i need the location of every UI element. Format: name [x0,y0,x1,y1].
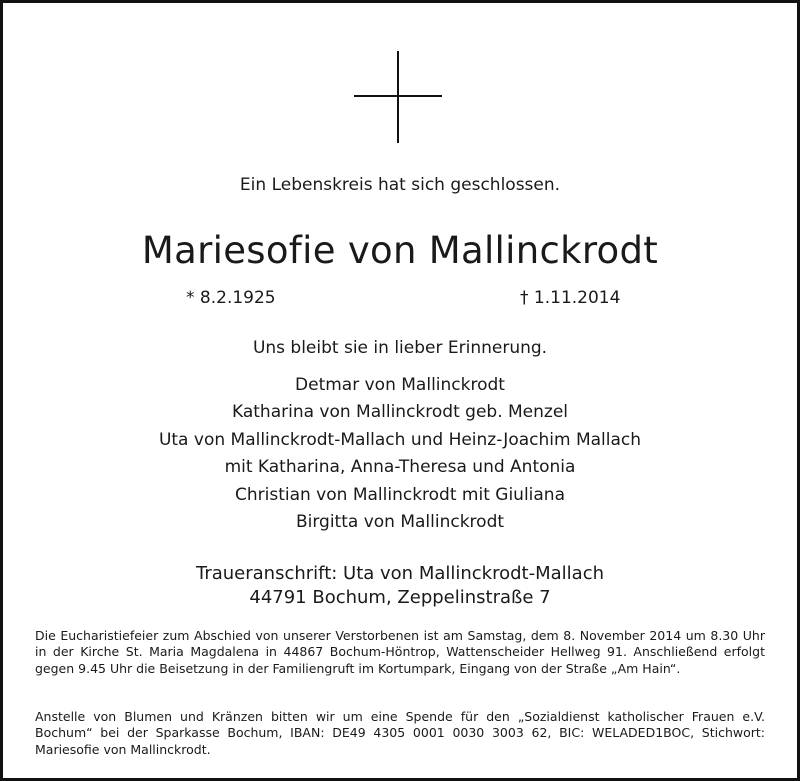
donation-request: Anstelle von Blumen und Kränzen bitten wir um eine Spende für den „Sozialdienst katholischer Frauen e.V. Bochum“ bei der Sparkasse Bochum, IBAN: DE49 4305 0001 0030 3003 62, BIC: WELADED1BOC, Stichwort: Mariesofie von Mallinckrodt. [35,709,765,757]
death-date: † 1.11.2014 [520,288,621,308]
mourner: Uta von Mallinckrodt-Mallach und Heinz-Joachim Mallach [158,429,642,450]
mourner: Christian von Mallinckrodt mit Giuliana [234,484,565,505]
mourning-address-line1: Traueranschrift: Uta von Mallinckrodt-Mallach [195,563,604,584]
mourner: Katharina von Mallinckrodt geb. Menzel [231,402,569,423]
mourner: Detmar von Mallinckrodt [295,375,505,395]
service-details: Die Eucharistiefeier zum Abschied von unserer Verstorbenen ist am Samstag, dem 8. November 2014 um 8.30 Uhr in der Kirche St. Maria Magdalena in 44867 Bochum-Höntrop, Wattenscheider Hellweg 91. Anschließend erfolgt gegen 9.45 Uhr die Beisetzung in der Familiengruft im Kortumpark, Eingang von der Straße „Am Hain“. [35,628,765,676]
mourning-address-line2: 44791 Bochum, Zeppelinstraße 7 [249,587,551,608]
mourner: Birgitta von Mallinckrodt [295,512,505,533]
cross-icon [354,51,442,143]
motto: Ein Lebenskreis hat sich geschlossen. [239,175,561,195]
mourner: mit Katharina, Anna-Theresa und Antonia [224,457,576,478]
mourners-list [0,372,800,536]
birth-date: * 8.2.1925 [186,288,276,308]
remembrance-line: Uns bleibt sie in lieber Erinnerung. [252,338,548,358]
deceased-name: Mariesofie von Mallinckrodt [141,229,659,272]
